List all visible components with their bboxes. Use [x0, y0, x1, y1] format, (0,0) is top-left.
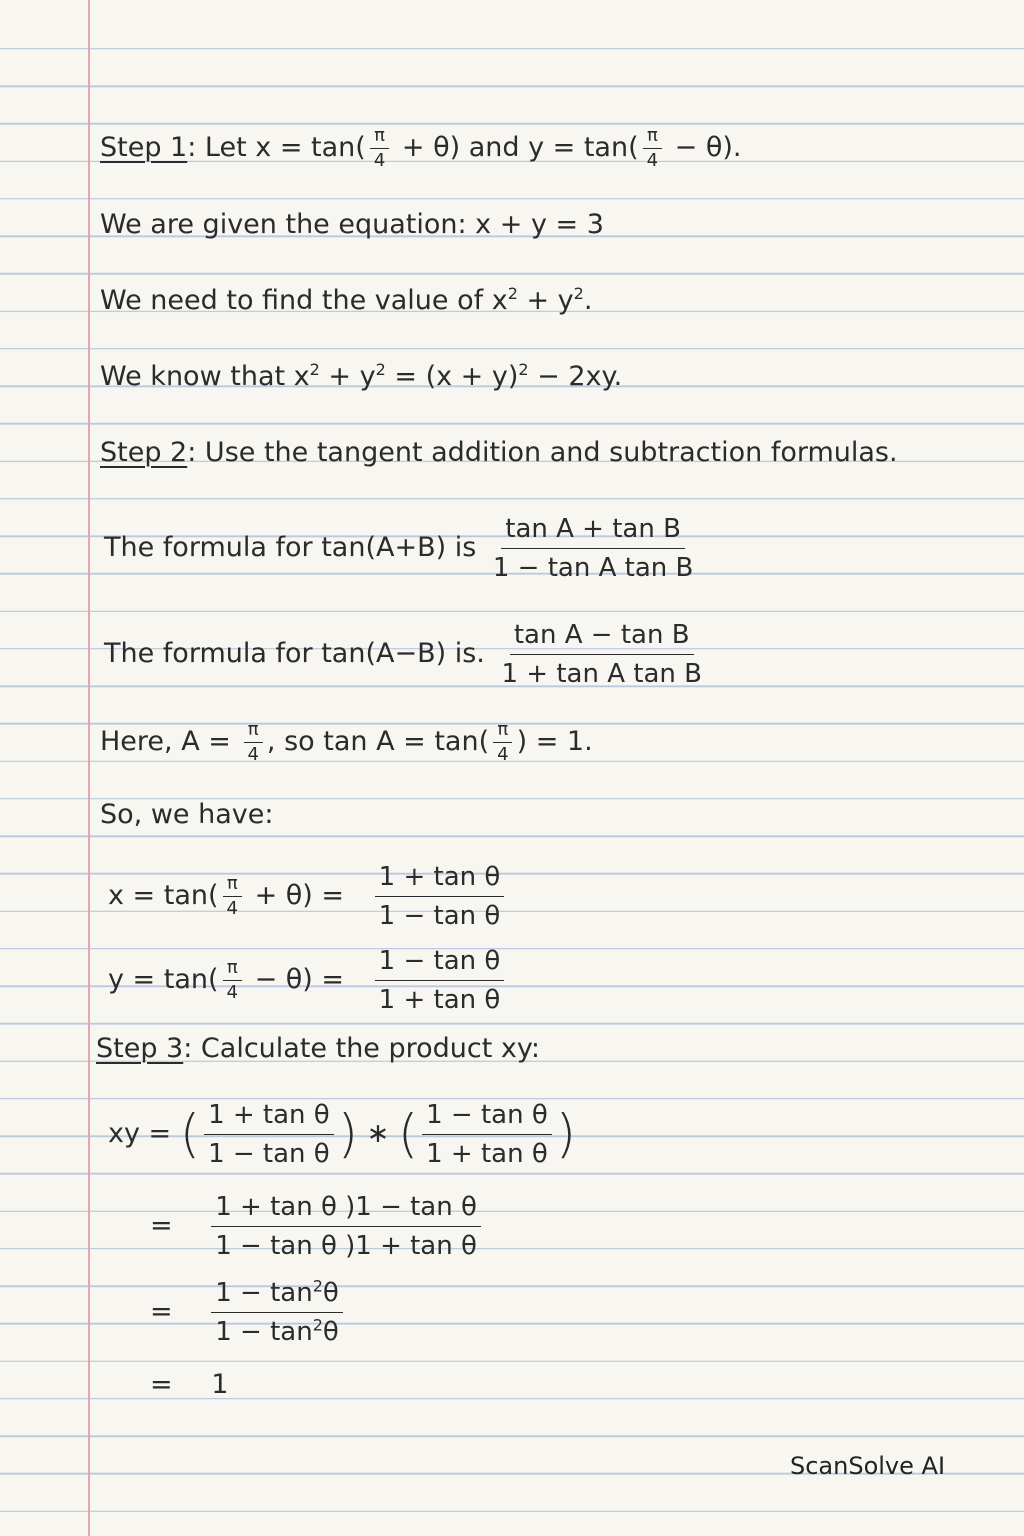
step1-label: Step 1: [100, 132, 188, 163]
step1-line: [100, 126, 742, 171]
xy-product-line: xy = ( $\frac{\text{1 + tan θ}}{\text{1 − tan θ}}$ ) ∗ ( $\frac{\text{1 − tan θ}}{\text{1 + tan θ}}$ ): [108, 1100, 577, 1169]
xy-step2-fraction: $\frac{\text{1 + tan θ )1 − tan θ}}{\text{1 − tan θ )1 + tan θ}}$: [211, 1190, 481, 1263]
x-equation-line: x = tan( $\frac{\pi}{4}$ + θ) = $\frac{\text{1 + tan θ}}{\text{1 − tan θ}}$: [108, 860, 508, 933]
pi-over-4-fraction: $\frac{\pi}{4}$: [493, 720, 512, 765]
xy-result-value: 1: [211, 1369, 229, 1400]
xy-fraction-2: $\frac{\text{1 − tan θ}}{\text{1 + tan θ}}$: [422, 1098, 552, 1171]
pi-over-4-fraction: $\frac{\pi}{4}$: [643, 126, 662, 171]
notebook-margin-line: [88, 0, 90, 1536]
identity-line: We know that $x^2 + y^2 = (x + y)^2 - 2xy$.: [100, 360, 623, 392]
formula-sub-line: The formula for tan(A−B) is. $\frac{\text{tan A − tan B}}{\text{1 + tan A tan B}}$: [104, 618, 710, 691]
step1-y-tail: − θ).: [666, 132, 742, 163]
so-we-have-line: So, we have:: [100, 799, 274, 830]
step2-line: Step 2: Use the tangent addition and subtraction formulas.: [100, 437, 898, 468]
pi-over-4-fraction: $\frac{\pi}{4}$: [370, 126, 389, 171]
y-equation-line: y = tan( $\frac{\pi}{4}$ − θ) = $\frac{\text{1 − tan θ}}{\text{1 + tan θ}}$: [108, 944, 508, 1017]
given-equation-line: We are given the equation: x + y = 3: [100, 209, 604, 240]
xy-result-line: = 1: [150, 1369, 229, 1400]
step3-line: Step 3: Calculate the product xy:: [96, 1033, 541, 1064]
formula-sub-fraction: $\frac{\text{tan A − tan B}}{\text{1 + tan A tan B}}$: [501, 620, 702, 689]
find-value-line: We need to find the value of $x^2 + y^2$.: [100, 284, 593, 316]
pi-over-4-fraction: $\frac{\pi}{4}$: [223, 874, 242, 919]
formula-add-fraction: $\frac{\text{tan A + tan B}}{\text{1 − tan A tan B}}$: [492, 514, 694, 583]
pi-over-4-fraction: $\frac{\pi}{4}$: [243, 720, 262, 765]
formula-add-line: The formula for tan(A+B) is $\frac{\text{tan A + tan B}}{\text{1 − tan A tan B}}$: [104, 512, 701, 585]
y-fraction: $\frac{\text{1 − tan θ}}{\text{1 + tan θ}}$: [375, 944, 505, 1017]
step1-x-tail: + θ) and y = tan(: [393, 132, 639, 163]
x-fraction: $\frac{\text{1 + tan θ}}{\text{1 − tan θ}}$: [375, 860, 505, 933]
xy-step3-fraction: $\frac{1 - \tan^2\theta}{1 - \tan^2\theta}$: [211, 1276, 343, 1349]
xy-step3-line: = $\frac{1 - \tan^2\theta}{1 - \tan^2\theta}$: [150, 1276, 347, 1349]
xy-step2-line: = $\frac{\text{1 + tan θ )1 − tan θ}}{\text{1 − tan θ )1 + tan θ}}$: [150, 1190, 485, 1263]
step2-label: Step 2: [100, 437, 188, 468]
watermark: ScanSolve AI: [790, 1452, 946, 1480]
here-line: Here, A = $\frac{\pi}{4}$ , so tan A = tan( $\frac{\pi}{4}$ ) = 1.: [100, 719, 593, 765]
xy-fraction-1: $\frac{\text{1 + tan θ}}{\text{1 − tan θ}}$: [204, 1098, 334, 1171]
step3-label: Step 3: [96, 1033, 184, 1064]
step1-intro: : Let x = tan(: [187, 132, 366, 163]
pi-over-4-fraction: $\frac{\pi}{4}$: [223, 958, 242, 1003]
